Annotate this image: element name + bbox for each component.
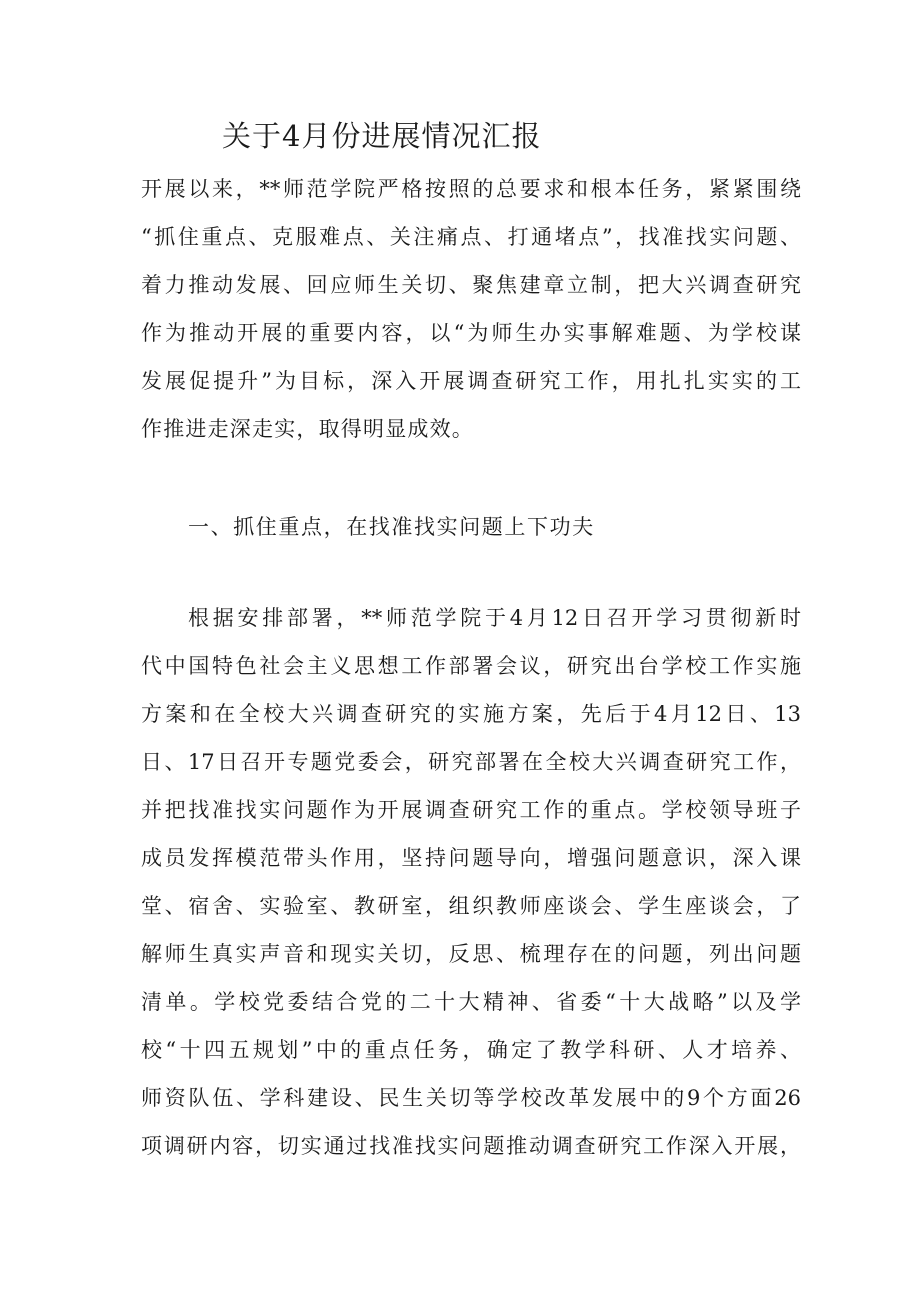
section1-line-1: 根据安排部署，**师范学院于4月12日召开学习贯彻新时 xyxy=(188,606,801,630)
section1-line-7: 堂、宿舍、实验室、教研室，组织教师座谈会、学生座谈会，了 xyxy=(141,894,801,918)
section-heading-1: 一、抓住重点，在找准找实问题上下功夫 xyxy=(188,515,595,539)
section1-line-9: 清单。学校党委结合党的二十大精神、省委“十大战略”以及学 xyxy=(141,990,801,1014)
intro-line-1: 开展以来，**师范学院严格按照的总要求和根本任务，紧紧围绕 xyxy=(141,177,801,201)
document-title: 关于4月份进展情况汇报 xyxy=(222,119,542,153)
section1-line-5: 并把找准找实问题作为开展调查研究工作的重点。学校领导班子 xyxy=(141,798,801,822)
intro-line-5: 发展促提升”为目标，深入开展调查研究工作，用扎扎实实的工 xyxy=(141,369,801,393)
section1-line-6: 成员发挥模范带头作用，坚持问题导向，增强问题意识，深入课 xyxy=(141,846,801,870)
section1-line-4: 日、17日召开专题党委会，研究部署在全校大兴调查研究工作， xyxy=(141,750,801,774)
section1-line-12: 项调研内容，切实通过找准找实问题推动调查研究工作深入开展， xyxy=(141,1134,801,1158)
section1-line-10: 校“十四五规划”中的重点任务，确定了教学科研、人才培养、 xyxy=(141,1038,801,1062)
section1-line-3: 方案和在全校大兴调查研究的实施方案，先后于4月12日、13 xyxy=(141,702,801,726)
section1-line-8: 解师生真实声音和现实关切，反思、梳理存在的问题，列出问题 xyxy=(141,942,801,966)
section1-line-2: 代中国特色社会主义思想工作部署会议，研究出台学校工作实施 xyxy=(141,654,801,678)
intro-line-6: 作推进走深走实，取得明显成效。 xyxy=(141,417,474,441)
intro-line-2: “抓住重点、克服难点、关注痛点、打通堵点”，找准找实问题、 xyxy=(141,225,801,249)
section1-line-11: 师资队伍、学科建设、民生关切等学校改革发展中的9个方面26 xyxy=(141,1086,801,1110)
intro-line-3: 着力推动发展、回应师生关切、聚焦建章立制，把大兴调查研究 xyxy=(141,273,801,297)
intro-line-4: 作为推动开展的重要内容，以“为师生办实事解难题、为学校谋 xyxy=(141,321,801,345)
